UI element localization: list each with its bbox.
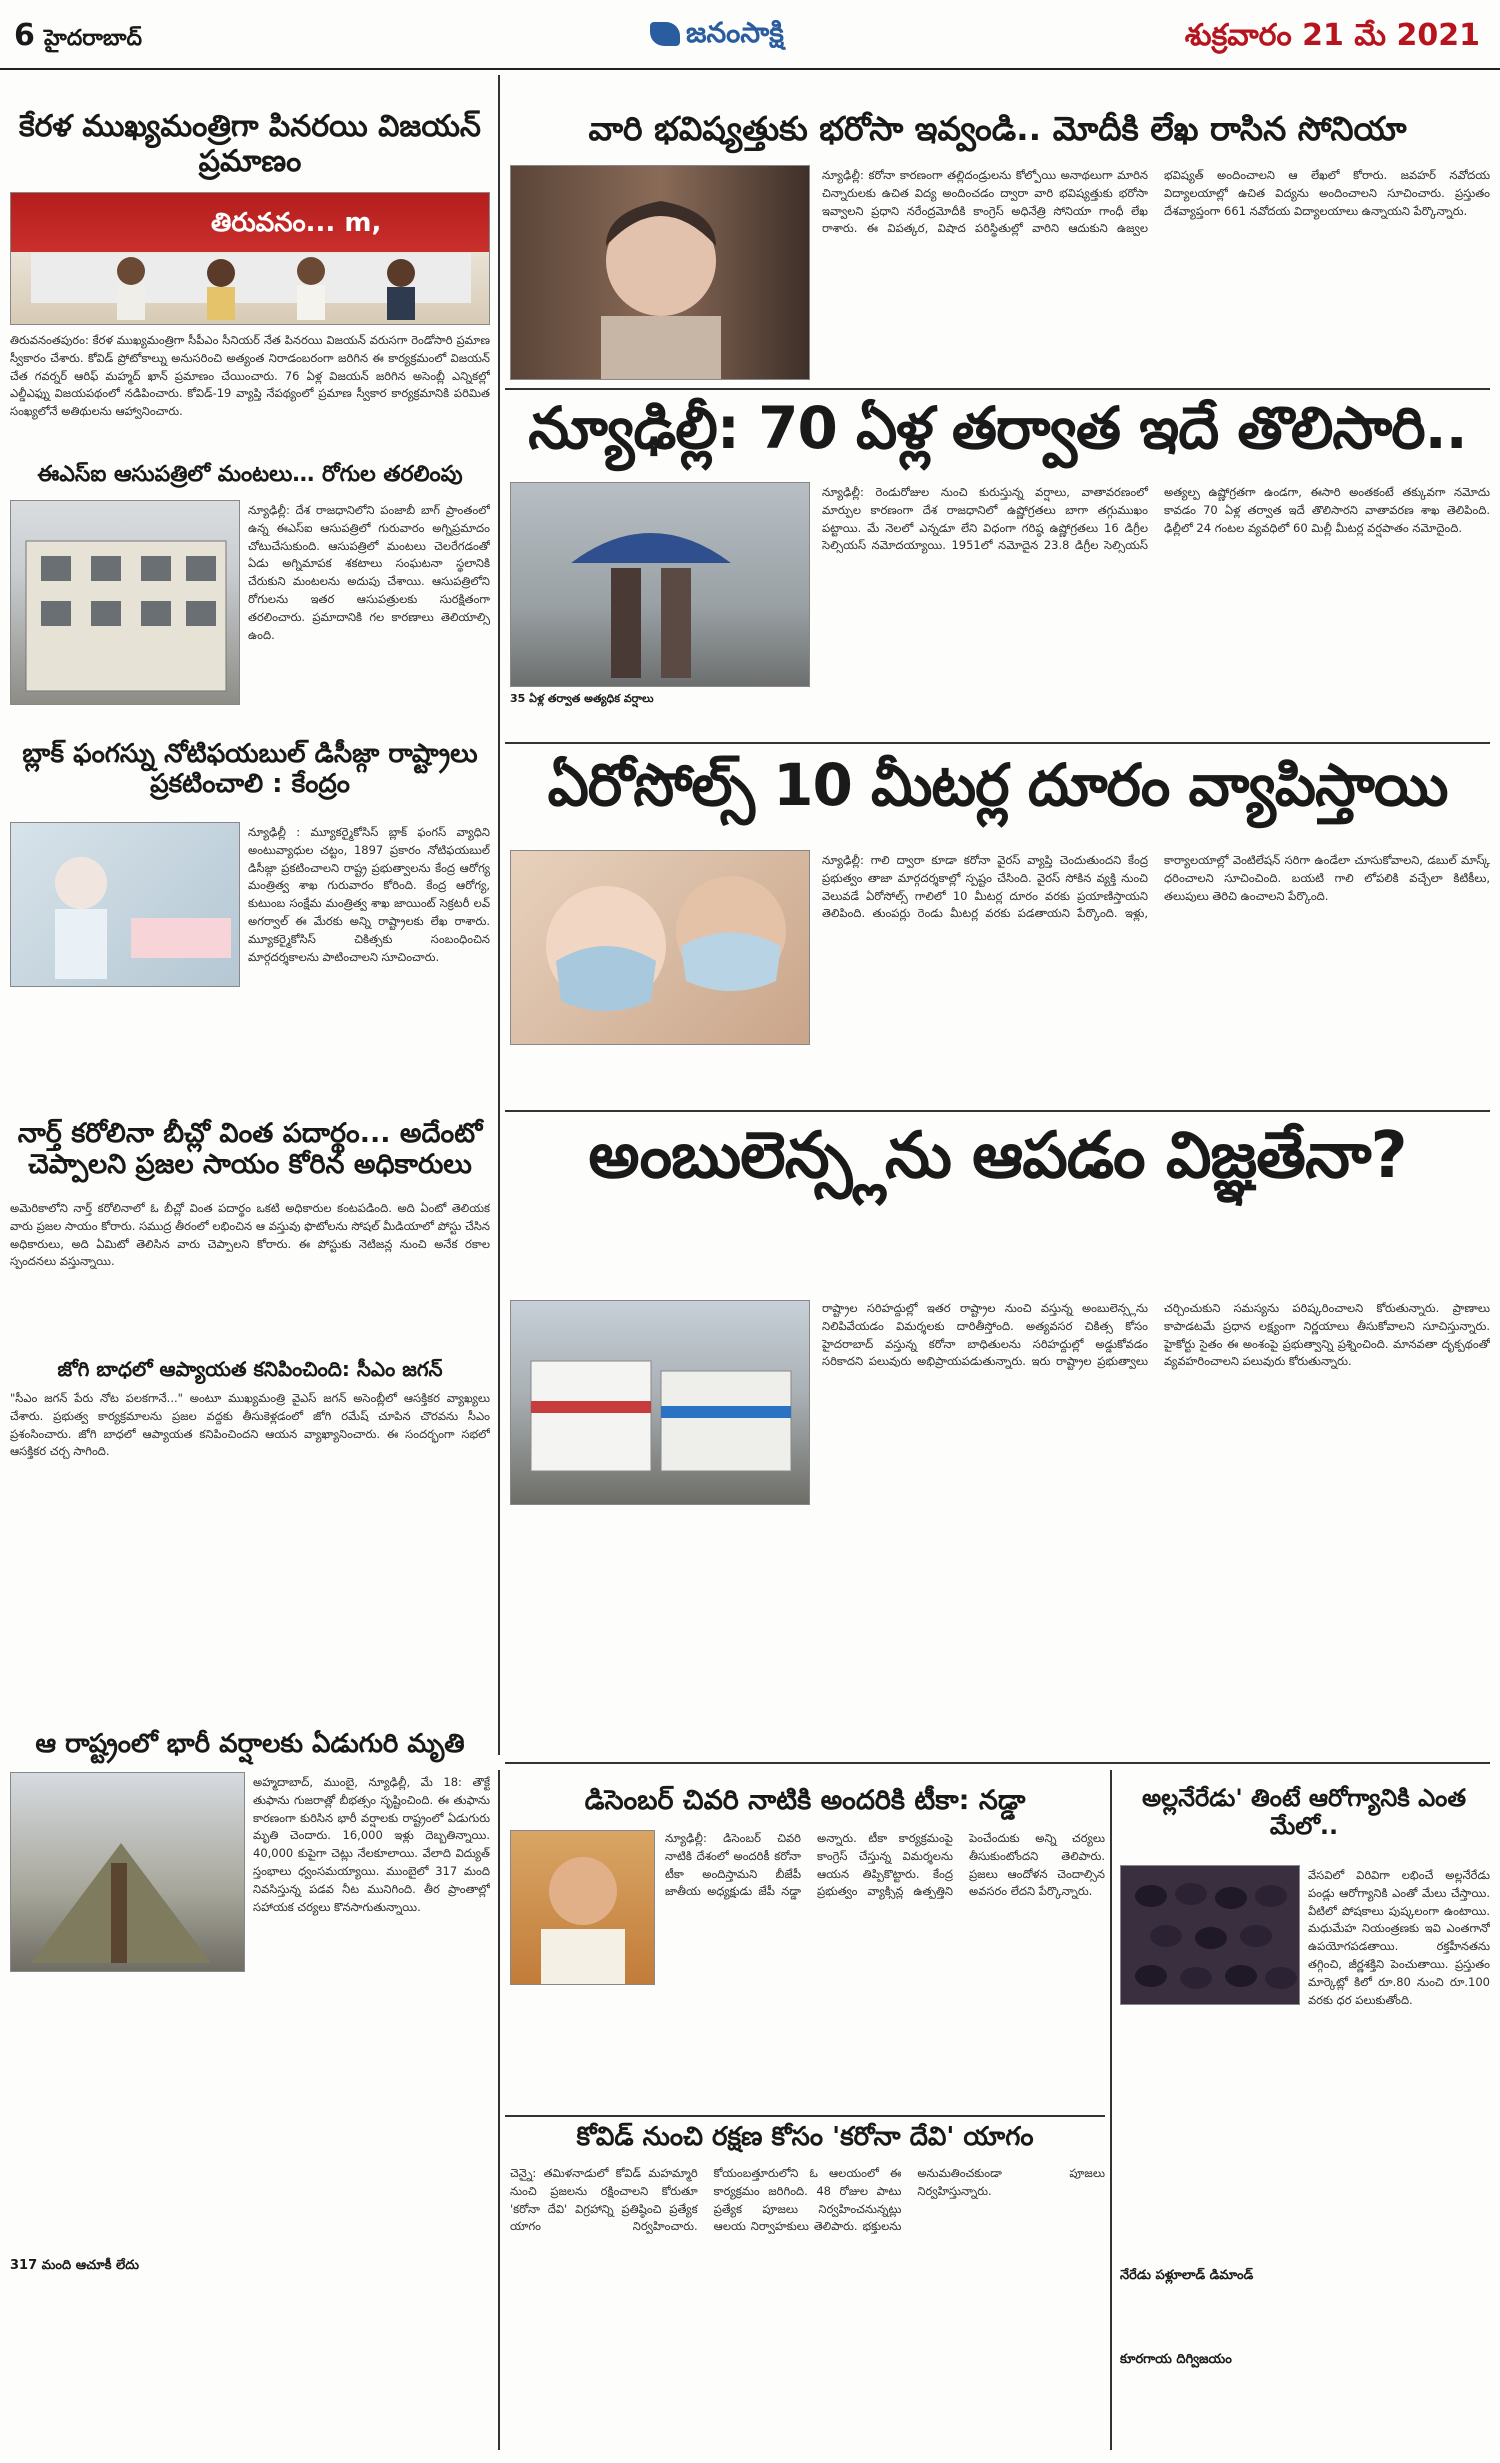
column-divider [498,1770,500,2450]
window [41,556,71,581]
sonia-photo-art [511,166,810,380]
kerala-photo-art [11,193,490,325]
masthead [0,0,1500,70]
esi-photo-art [11,501,240,705]
ambulance-headline: అంబులెన్స్లను ఆపడం విజ్ఞతేనా? [588,1119,1407,1193]
delhi-rain-caption: 35 ఏళ్ల తర్వాత అత్యధిక వర్షాలు [510,692,654,705]
delhi-rain-headline: న్యూఢిల్లీ: 70 ఏళ్ల తర్వాత ఇదే తొలిసారి.. [528,394,1467,462]
rains-subhead: 317 మంది ఆచూకీ లేదు [10,2258,139,2273]
jamun-fruit [1225,1965,1257,1987]
esi-body: న్యూఢిల్లీ: దేశ రాజధానిలోని పంజాబీ బాగ్ ప్రాంతంలో ఉన్న ఈఎస్ఐ ఆసుపత్రిలో గురువారం అగ్నిప్రమాదం చోటుచేసుకుంది. ఆసుపత్రిలో మంటలు చెలరేగడంతో ఏడు అగ్నిమాపక శకటాలు సంఘటనా స్థలానికి చేరుకుని మంటలను అదుపు చేశాయి. ఆసుపత్రిలోని రోగులను ఇతర ఆసుపత్రులకు సురక్షితంగా తరలించారు. ప్రమాదానికి గల కారణాలు తెలియాల్సి ఉంది. [248,503,490,642]
nadda-body: న్యూఢిల్లీ: డిసెంబర్ చివరి నాటికి దేశంలో అందరికీ కరోనా టీకా అందిస్తామని బీజేపీ జాతీయ అధ్యక్షుడు జేపీ నడ్డా అన్నారు. టీకా కార్యక్రమంపై కాంగ్రెస్ చేస్తున్న విమర్శలను ఆయన తిప్పికొట్టారు. కేంద్ర ప్రభుత్వం వ్యాక్సిన్ల ఉత్పత్తిని పెంచేందుకు అన్ని చర్యలు తీసుకుంటోందని తెలిపారు. ప్రజలు ఆందోళన చెందాల్సిన అవసరం లేదని పేర్కొన్నారు. [665,1831,1105,1899]
person [207,287,235,320]
jamun-body: వేసవిలో విరివిగా లభించే అల్లనేరేడు పండ్లు ఆరోగ్యానికి ఎంతో మేలు చేస్తాయి. వీటిలో పోషకాలు పుష్కలంగా ఉంటాయి. మధుమేహ నియంత్రణకు ఇవి ఎంతగానో ఉపయోగపడతాయి. రక్తహీనతను తగ్గించి, జీర్ణశక్తిని పెంచుతాయి. ప్రస్తుతం మార్కెట్లో కిలో రూ.80 నుంచి రూ.100 వరకు ధర పలుకుతోంది. [1308,1868,1490,2007]
portrait-sari [601,316,721,380]
sonia-headline: వారి భవిష్యత్తుకు భరోసా ఇవ్వండి.. మోదీకి లేఖ రాసిన సోనియా [588,109,1407,148]
jamun-fruit [1180,1967,1212,1989]
rains-headline: ఆ రాష్ట్రంలో భారీ వర్షాలకు ఏడుగురి మృతి [35,1729,465,1759]
rains-body-cont [10,1980,490,2252]
section-divider [505,1762,1490,1764]
tree-trunk [111,1863,127,1963]
jagan-headline: జోగి బాధలో ఆప్యాయత కనిపించింది: సీఎం జగన్ [57,1357,443,1381]
ambulance [661,1371,791,1471]
window [186,556,216,581]
jagan-body: "సీఎం జగన్ పేరు నోట పలకగానే..." అంటూ ముఖ్యమంత్రి వైఎస్ జగన్ అసెంబ్లీలో ఆసక్తికర వ్యాఖ్యలు చేశారు. ప్రభుత్వ కార్యక్రమాలను ప్రజల వద్దకు తీసుకెళ్లడంలో జోగి రమేష్ చూపిన చొరవను సీఎం ప్రశంసించారు. జోగి బాధలో ఆప్యాయత కనిపించిందని ఆయన వ్యాఖ్యానించారు. ఈ సందర్భంగా సభలో ఆసక్తికర చర్చ సాగింది. [10,1391,490,1459]
person [387,287,415,320]
jamun-photo-art [1121,1866,1300,2005]
sonia-body: న్యూఢిల్లీ: కరోనా కారణంగా తల్లిదండ్రులను కోల్పోయి అనాథలుగా మారిన చిన్నారులకు ఉచిత విద్య అందించడం ద్వారా వారి భవిష్యత్తుకు భరోసా ఇవ్వాలని ప్రధాని నరేంద్రమోదీకి కాంగ్రెస్ అధినేత్రి సోనియా గాంధీ లేఖ రాశారు. ఈ విపత్కర, విషాద పరిస్థితుల్లో వారిని ఆదుకుని ఉజ్వల భవిష్యత్ అందించాలని ఆ లేఖలో కోరారు. జవహర్ నవోదయ విద్యాలయాల్లో ఉచిత విద్యను అందించాలని సూచించారు. ప్రస్తుతం దేశవ్యాప్తంగా 661 నవోదయ విద్యాలయాలు ఉన్నాయని పేర్కొన్నారు. [822,168,1490,236]
patient-bed [131,918,231,958]
esi-headline: ఈఎస్ఐ ఆసుపత్రిలో మంటలు… రోగుల తరలింపు [37,462,463,487]
nadda-photo [510,1830,655,1985]
black-fungus-headline: బ్లాక్ ఫంగస్ను నోటిఫయబుల్ డిసీజ్గా రాష్ట్రాలు ప్రకటించాలి : కేంద్రం [22,739,478,799]
ambulance-stripe [531,1401,651,1413]
window [91,601,121,626]
jamun-subhead-demand: నేరేడు పళ్లూలాడ్ డిమాండ్ [1120,2268,1254,2283]
issue-date: శుక్రవారం 21 మే 2021 [1184,18,1480,53]
aerosols-photo-art [511,851,810,1045]
paper-name: జనంసాక్షి [686,16,784,49]
person [387,259,415,287]
ambulance-stripe [661,1406,791,1418]
window [186,601,216,626]
section-divider [505,2115,1105,2117]
jamun-fruit [1150,1925,1182,1947]
portrait-face [549,1857,617,1925]
column-divider [1110,1770,1112,2450]
face-mask [556,946,656,1011]
jamun-fruit [1265,1967,1297,1989]
jamun-fruit [1255,1885,1287,1907]
black-fungus-photo [10,822,240,987]
jamun-fruit [1135,1885,1167,1907]
nadda-headline: డిసెంబర్ చివరి నాటికి అందరికి టీకా: నడ్డా [584,1785,1026,1816]
umbrella [571,533,731,563]
jamun-fruit [1195,1927,1227,1949]
person [297,257,325,285]
ambulance-body-cont [510,1512,810,1750]
corona-devi-body: చెన్నై: తమిళనాడులో కోవిడ్ మహమ్మారి నుంచి ప్రజలను రక్షించాలని కోరుతూ 'కరోనా దేవి' విగ్రహాన్ని ప్రతిష్ఠించి ప్రత్యేక యాగం నిర్వహించారు. కోయంబత్తూరులోని ఓ ఆలయంలో ఈ కార్యక్రమం జరిగింది. 48 రోజుల పాటు ప్రత్యేక పూజలు నిర్వహించనున్నట్లు ఆలయ నిర్వాహకులు తెలిపారు. భక్తులను అనుమతించకుండా పూజలు నిర్వహిస్తున్నారు. [510,2166,1105,2234]
jamun-fruit [1215,1887,1247,1909]
window [91,556,121,581]
ambulance [531,1361,651,1471]
portrait-kurta [541,1929,625,1985]
delhi-rain-body: న్యూఢిల్లీ: రెండురోజుల నుంచి కురుస్తున్న వర్షాలు, వాతావరణంలో మార్పుల కారణంగా దేశ రాజధానిలో ఉష్ణోగ్రతలు బాగా తగ్గుముఖం పట్టాయి. మే నెలలో ఎన్నడూ లేని విధంగా గరిష్ఠ ఉష్ణోగ్రతలు 16 డిగ్రీల సెల్సియస్ నమోదయ్యాయి. 1951లో నమోదైన 23.8 డిగ్రీల సెల్సియస్ అత్యల్ప ఉష్ణోగ్రతగా ఉండగా, ఈసారి అంతకంటే తక్కువగా నమోదు కావడం 70 ఏళ్ల తర్వాత ఇదే తొలిసారని వాతావరణ శాఖ తెలిపింది. ఢిల్లీలో 24 గంటల వ్యవధిలో 60 మిల్లీ మీటర్ల వర్షపాతం నమోదైంది. [822,485,1490,553]
jamun-fruit [1135,1965,1167,1987]
jamun-body-cont [1120,2012,1490,2262]
delhi-rain-photo [510,482,810,687]
kerala-body: తిరువనంతపురం: కేరళ ముఖ్యమంత్రిగా సీపీఎం సీనియర్ నేత పినరయి విజయన్ వరుసగా రెండోసారి ప్రమాణ స్వీకారం చేశారు. కోవిడ్ ప్రోటోకాల్ను అనుసరించి అత్యంత నిరాడంబరంగా జరిగిన ఈ కార్యక్రమంలో విజయన్ చేత గవర్నర్ ఆరిఫ్ మహ్మద్ ఖాన్ ప్రమాణం చేయించారు. 76 ఏళ్ల విజయన్ జరిగిన అసెంబ్లీ ఎన్నికల్లో ఎల్డీఎఫ్ను విజయపథంలో నడిపించారు. కోవిడ్-19 వ్యాప్తి నేపథ్యంలో ప్రమాణ స్వీకార కార్యక్రమానికి పరిమిత సంఖ్యలోనే అతిథులను ఆహ్వానించారు. [10,333,490,419]
pedestrian [611,568,641,678]
person [297,285,325,320]
nadda-photo-art [511,1831,655,1985]
logo-icon [650,22,680,46]
jamun-subhead-vegetable: కూరగాయ దిగ్విజయం [1120,2352,1232,2367]
section-divider [505,1110,1490,1112]
black-fungus-photo-art [11,823,240,987]
aerosols-headline: ఏరోసోల్స్ 10 మీటర్ల దూరం వ్యాపిస్తాయి [547,751,1448,819]
jamun-headline: అల్లనేరేడు' తింటే ఆరోగ్యానికి ఎంత మేలో.. [1141,1784,1467,1840]
ambulance-photo-art [511,1301,810,1505]
section-divider [505,388,1490,390]
window [41,601,71,626]
page-number: 6 [14,18,35,53]
rains-body: అహ్మదాబాద్, ముంబై, న్యూఢిల్లీ, మే 18: తౌక్టే తుఫాను గుజరాత్లో బీభత్సం సృష్టించింది. ఈ తుఫాను కారణంగా కురిసిన భారీ వర్షాలకు రాష్ట్రంలో ఏడుగురు మృతి చెందారు. 16,000 ఇళ్లు దెబ్బతిన్నాయి. 40,000 కుపైగా చెట్లు నేలకూలాయి. వేలాది విద్యుత్ స్తంభాలు ధ్వంసమయ్యాయి. ముంబైలో 317 మంది నివసిస్తున్న పడవ నీట మునిగింది. తీర ప్రాంతాల్లో సహాయక చర్యలు కొనసాగుతున్నాయి. [253,1775,490,1914]
esi-photo [10,500,240,705]
black-fungus-body: న్యూఢిల్లీ : మ్యూకర్మైకోసిస్ బ్లాక్ ఫంగస్ వ్యాధిని అంటువ్యాధుల చట్టం, 1897 ప్రకారం నోటిఫయబుల్ డిసీజ్గా ప్రకటించాలని రాష్ట్ర ప్రభుత్వాలను కేంద్ర ఆరోగ్య మంత్రిత్వ శాఖ గురువారం కోరింది. కేంద్ర ఆరోగ్య, కుటుంబ సంక్షేమ మంత్రిత్వ శాఖ జాయింట్ సెక్రటరీ లవ్ అగర్వాల్ ఈ మేరకు అన్ని రాష్ట్రాలకు లేఖ రాశారు. మ్యూకర్మైకోసిస్ చికిత్సకు సంబంధించిన మార్గదర్శకాలను పాటించాలని సూచించారు. [248,825,490,964]
jamun-fruit [1175,1883,1207,1905]
window [141,556,171,581]
delhi-rain-photo-art [511,483,810,687]
sonia-photo [510,165,810,380]
jamun-photo [1120,1865,1300,2005]
doctor [55,909,107,979]
window [141,601,171,626]
column-divider [498,75,500,1755]
aerosols-photo [510,850,810,1045]
person [207,259,235,287]
face-mask [681,933,781,992]
person [117,285,145,320]
aerosols-body: న్యూఢిల్లీ: గాలి ద్వారా కూడా కరోనా వైరస్ వ్యాప్తి చెందుతుందని కేంద్ర ప్రభుత్వం తాజా మార్గదర్శకాల్లో స్పష్టం చేసింది. వైరస్ సోకిన వ్యక్తి నుంచి వెలువడే ఏరోసోల్స్ గాలిలో 10 మీటర్ల దూరం వరకు ప్రయాణిస్తాయని తెలిపింది. తుంపర్లు రెండు మీటర్ల వరకు పడతాయని పేర్కొంది. ఇళ్లు, కార్యాలయాల్లో వెంటిలేషన్ సరిగా ఉండేలా చూసుకోవాలని, డబుల్ మాస్క్ ధరించాలని సూచించింది. బయటి గాలి లోపలికి వచ్చేలా కిటికీలు, తలుపులు తెరిచి ఉంచాలని పేర్కొంది. [822,853,1490,921]
north-carolina-body: అమెరికాలోని నార్త్ కరోలినాలో ఓ బీచ్లో వింత పదార్థం ఒకటి అధికారుల కంటపడింది. అది ఏంటో తెలియక వారు ప్రజల సాయం కోరారు. సముద్ర తీరంలో లభించిన ఆ వస్తువు ఫొటోలను సోషల్ మీడియాలో పోస్టు చేసిన అధికారులు, అది ఏమిటో తెలిసిన వారు చెప్పాలని కోరారు. ఈ పోస్టుకు నెటిజన్ల నుంచి అనేక రకాల స్పందనలు వస్తున్నాయి. [10,1201,490,1269]
doctor [55,857,107,909]
section-divider [505,742,1490,744]
north-carolina-headline: నార్త్ కరోలినా బీచ్లో వింత పదార్థం... అదేంటో చెప్పాలని ప్రజల సాయం కోరిన అధికారులు [17,1118,483,1181]
kerala-photo [10,192,490,325]
corona-devi-headline: కోవిడ్ నుంచి రక్షణ కోసం 'కరోనా దేవి' యాగం [576,2122,1034,2152]
kerala-headline: కేరళ ముఖ్యమంత్రిగా పినరయి విజయన్ ప్రమాణం [18,109,481,179]
city-label: హైదరాబాద్ [44,26,142,51]
ambulance-body: రాష్ట్రాల సరిహద్దుల్లో ఇతర రాష్ట్రాల నుంచి వస్తున్న అంబులెన్స్లను నిలిపివేయడం విమర్శలకు దారితీస్తోంది. అత్యవసర చికిత్స కోసం హైదరాబాద్ వస్తున్న కరోనా బాధితులను సరిహద్దుల్లో అడ్డుకోవడం సరికాదని పలువురు అభిప్రాయపడుతున్నారు. ఇరు రాష్ట్రాల ప్రభుత్వాలు చర్చించుకుని సమస్యను పరిష్కరించాలని కోరుతున్నారు. ప్రాణాలు కాపాడటమే ప్రధాన లక్ష్యంగా నిర్ణయాలు తీసుకోవాలని సూచిస్తున్నారు. హైకోర్టు సైతం ఈ అంశంపై ప్రభుత్వాన్ని ప్రశ్నించింది. మానవతా దృక్పథంతో వ్యవహరించాలని పలువురు కోరుతున్నారు. [822,1301,1490,1369]
paper-logo [650,16,784,56]
jamun-fruit [1240,1925,1272,1947]
ambulance-photo [510,1300,810,1505]
banner-text: తిరువనం... m, [211,208,382,238]
rains-photo [10,1772,245,1972]
rains-photo-art [11,1773,245,1972]
person [117,257,145,285]
pedestrian [661,568,691,678]
